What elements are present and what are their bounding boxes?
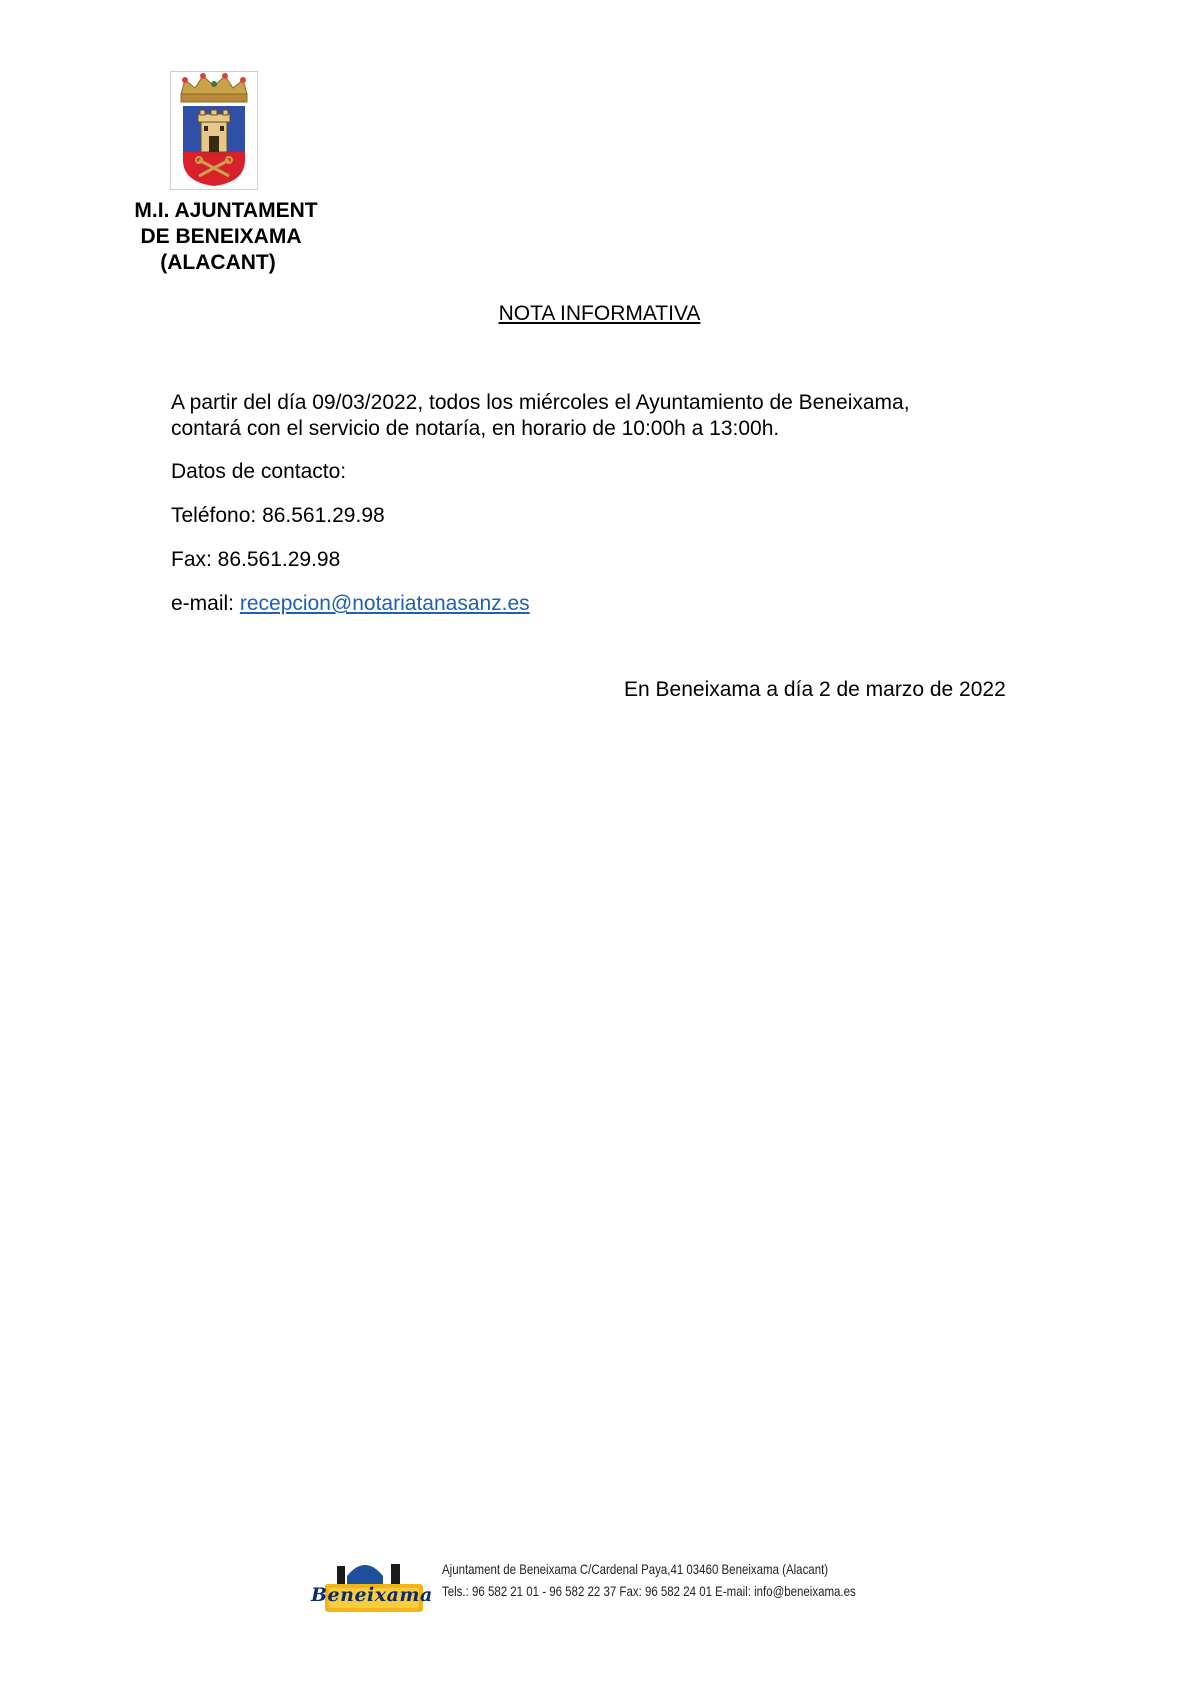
- document-body: [171, 390, 1051, 635]
- coat-of-arms-icon: [170, 71, 258, 190]
- announcement-paragraph: [171, 390, 1051, 442]
- email-line: [171, 591, 1051, 617]
- org-line-1: M.I. AJUNTAMENT: [134, 199, 318, 222]
- org-line-3: (ALACANT): [160, 251, 276, 274]
- fax-line: Fax: 86.561.29.98: [171, 548, 341, 571]
- email-link[interactable]: recepcion@notariatanasanz.es: [239, 592, 530, 615]
- org-line-2: DE BENEIXAMA: [140, 225, 302, 248]
- footer-address-line: Ajuntament de Beneixama C/Cardenal Paya,41 03460 Beneixama (Alacant): [442, 1561, 829, 1577]
- footer-phone-line: Tels.: 96 582 21 01 - 96 582 22 37 Fax: 96 582 24 01 E-mail: info@beneixama.es: [442, 1583, 856, 1599]
- logo-wordmark: Beneixama: [311, 1584, 433, 1606]
- announcement-line-2: contará con el servicio de notaría, en horario de 10:00h a 13:00h.: [171, 417, 780, 440]
- signoff-date: En Beneixama a día 2 de marzo de 2022: [624, 678, 1006, 701]
- footer: [307, 1550, 867, 1620]
- organization-name: [112, 198, 342, 276]
- phone-line: Teléfono: 86.561.29.98: [171, 504, 385, 527]
- beneixama-logo-icon: [307, 1554, 433, 1616]
- document-title: [0, 302, 1191, 326]
- footer-contact: [442, 1558, 856, 1602]
- document-title-text: NOTA INFORMATIVA: [498, 302, 701, 325]
- contact-heading: Datos de contacto:: [171, 460, 347, 483]
- email-label: e-mail:: [171, 592, 240, 615]
- announcement-line-1: A partir del día 09/03/2022, todos los miércoles el Ayuntamiento de Beneixama,: [171, 391, 910, 414]
